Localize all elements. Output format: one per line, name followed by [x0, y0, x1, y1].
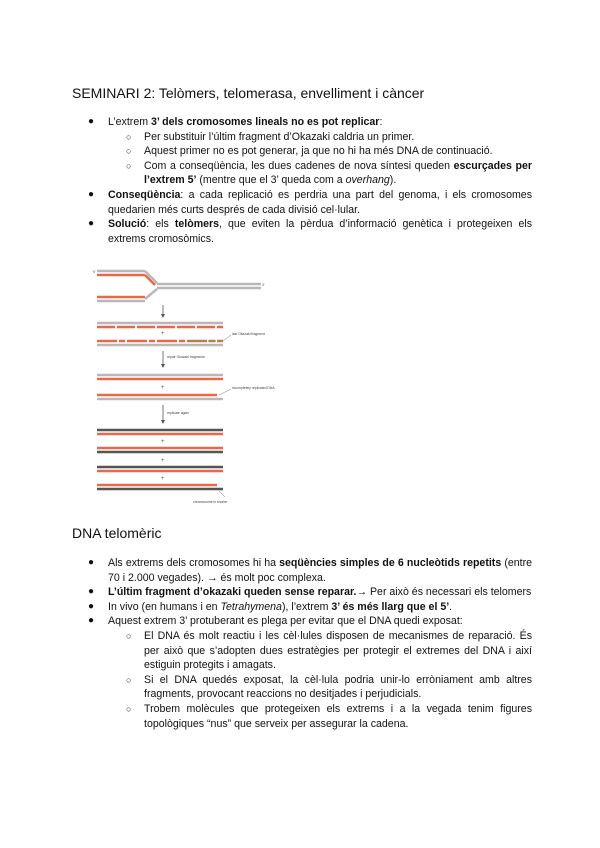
plus-sign: +	[161, 385, 165, 391]
list-item	[72, 614, 532, 629]
text: Aquest extrem 3’ protuberant es plega per evitar que el DNA quedi exposat:	[108, 615, 463, 628]
bold-text: L’últim fragment d’okazaki queden sense reparar.	[108, 586, 357, 599]
list-item	[72, 585, 532, 600]
text: Per substituir l’últim fragment d’Okazaki caldria un primer.	[144, 130, 415, 143]
bullet-icon: ●	[88, 116, 95, 127]
hollow-bullet-icon: ○	[126, 674, 132, 685]
text: .	[449, 600, 453, 613]
section-title-telomers: SEMINARI 2: Telòmers, telomerasa, envelliment i càncer	[72, 85, 425, 101]
bullet-icon: ●	[88, 615, 95, 627]
italic-text: Tetrahymena	[220, 600, 282, 613]
end-label: 3'	[262, 283, 265, 287]
bullet-icon: ●	[88, 586, 95, 598]
text: ).	[389, 174, 397, 187]
text: (mentre que el 3’ queda com a	[196, 174, 346, 187]
text: Aquest primer no es pot generar, ja que no hi ha més DNA de continuació.	[144, 145, 493, 158]
section1-bullet-list	[72, 115, 532, 246]
hollow-bullet-icon: ○	[126, 131, 132, 142]
text: Si el DNA quedés exposat, la cèl·lula podria unir-lo erròniament amb altres fragments, provocant reaccions no desitjades i perjudicials.	[144, 673, 532, 701]
text: L’extrem	[108, 116, 151, 128]
text: , que eviten la pèrdua d’informació genètica i protegeixen els extrems cromosòmics.	[108, 218, 532, 245]
strand-pair	[97, 323, 223, 327]
bullet-icon: ●	[88, 557, 95, 568]
list-item	[72, 188, 532, 217]
label-incomplete: incompletely replicated DNA	[232, 386, 275, 390]
arrowhead-icon	[161, 420, 165, 424]
sub-list-item	[72, 130, 532, 145]
bold-text: seqüències simples de 6 nucleòtids repetits	[279, 557, 502, 569]
arrowhead-icon	[161, 364, 165, 368]
text: El DNA és molt reactiu i les cèl·lules disposen de mecanismes de reparació. És per això que s’adopten dues estratègies per protegir el extremes del DNA i així estiguin protegits i amagats.	[144, 629, 532, 672]
text: (entre 70 i 2.000 vegades). → és molt poc complexa.	[108, 557, 532, 584]
replication-fork	[93, 270, 265, 301]
italic-text: overhang	[345, 174, 390, 187]
section-title-dna-telomeric: DNA telomèric	[72, 525, 162, 541]
text: : els	[146, 218, 175, 231]
strand-pair	[97, 395, 223, 399]
text: ), l’extrem	[281, 600, 332, 613]
replication-figure	[93, 265, 275, 510]
plus-sign: +	[161, 458, 165, 464]
plus-sign: +	[161, 476, 165, 482]
hollow-bullet-icon: ○	[126, 160, 132, 171]
section2-bullet-list	[72, 556, 532, 731]
bold-text: 3’ és més llarg que el 5’	[331, 600, 450, 613]
text: Als extrems dels cromosomes hi ha	[108, 557, 280, 569]
sub-list-item	[72, 144, 532, 159]
plus-sign: +	[161, 439, 165, 445]
sub-list-item	[72, 702, 532, 731]
strand-pair	[97, 375, 223, 379]
sub-list-item	[72, 673, 532, 702]
bold-text: Solució	[108, 218, 147, 231]
bold-text: escurçades per l’extrem 5’	[144, 159, 532, 187]
arrowhead-icon	[161, 314, 165, 318]
text: In vivo (en humans i en	[108, 600, 221, 613]
label-repair: repair Okazaki fragments	[167, 355, 205, 359]
label-replicate: replicate again	[167, 411, 190, 415]
bullet-icon: ●	[88, 600, 95, 612]
strand-pair	[97, 341, 223, 345]
bold-text: 3’ dels cromosomes lineals no es pot replicar	[150, 116, 380, 128]
label-shorter: chromosome is shorter	[193, 500, 228, 504]
sub-list-item	[72, 629, 532, 673]
text: → Per això és necessari els telomers	[356, 586, 532, 599]
list-item	[72, 556, 532, 585]
text: :	[379, 116, 383, 128]
list-item	[72, 217, 532, 246]
hollow-bullet-icon: ○	[126, 703, 132, 714]
text: Trobem molècules que protegeixen els extrems i a la vegada tenim figures topològiques “nus” que serveix per assegurar la cadena.	[144, 702, 532, 730]
strand-pair	[97, 430, 223, 434]
bullet-icon: ●	[88, 188, 95, 200]
bullet-icon: ●	[88, 218, 95, 230]
plus-sign: +	[161, 331, 165, 337]
list-item	[72, 600, 532, 615]
label-last-okazaki: last Okazaki fragment	[232, 332, 265, 336]
end-label: 5'	[93, 270, 96, 274]
list-item	[72, 115, 532, 130]
text: : a cada replicació es perdria una part del genoma, i els cromosomes quedarien més curts després de cada divisió cel·lular.	[108, 188, 532, 216]
text: Com a conseqüència, les dues cadenes de nova síntesi queden	[144, 159, 454, 172]
sub-list-item	[72, 159, 532, 188]
strand-pair	[97, 448, 223, 452]
bold-text: Conseqüència	[108, 188, 181, 201]
hollow-bullet-icon: ○	[126, 630, 132, 641]
hollow-bullet-icon: ○	[126, 146, 132, 157]
strand-pair	[97, 485, 223, 489]
strand-pair	[97, 467, 223, 471]
bold-text: telòmers	[174, 218, 220, 231]
